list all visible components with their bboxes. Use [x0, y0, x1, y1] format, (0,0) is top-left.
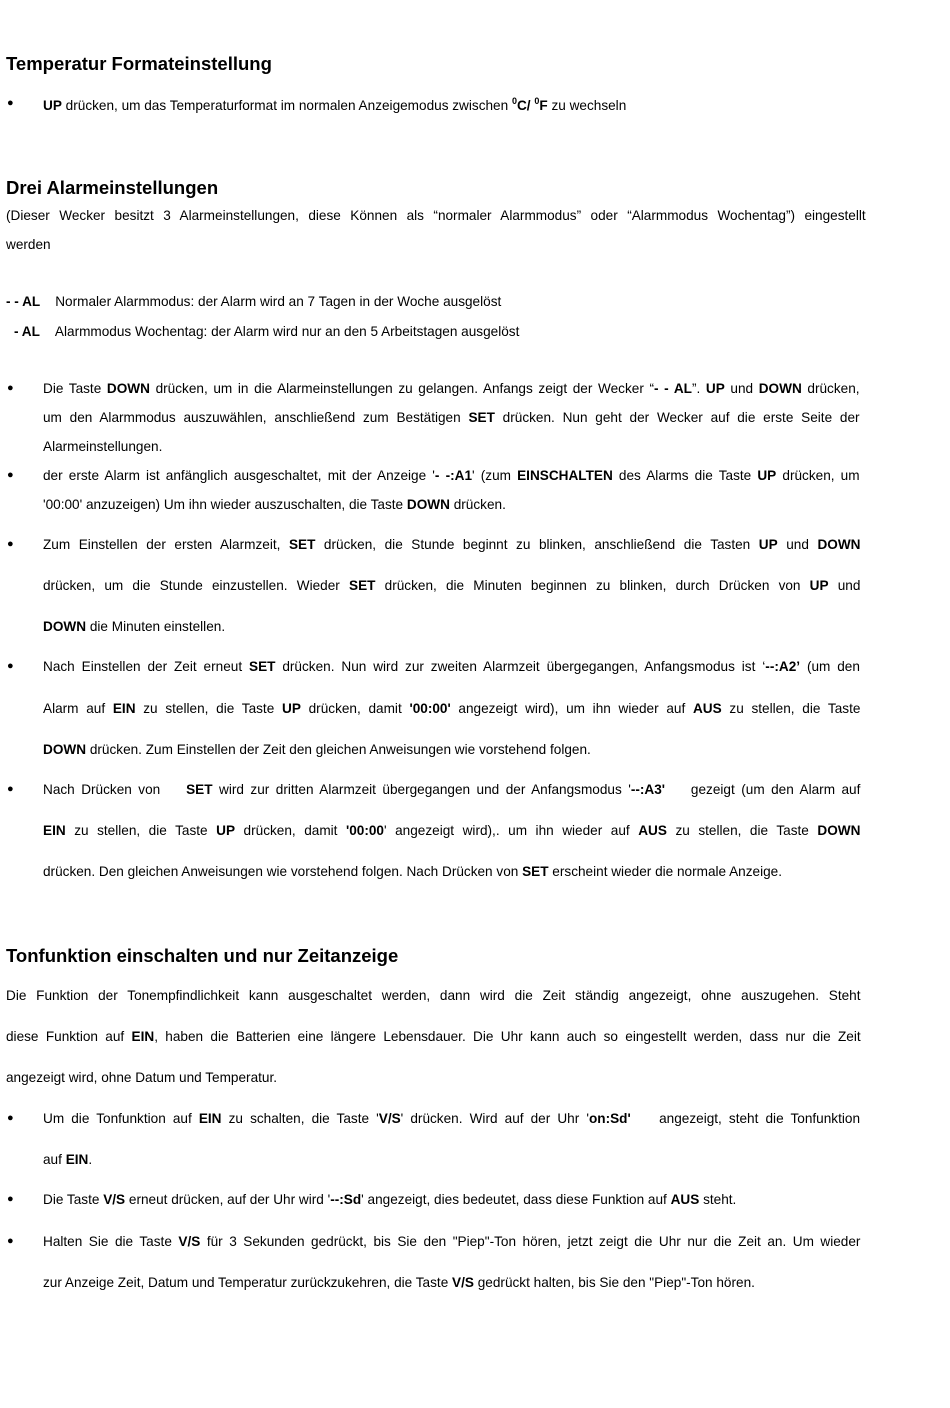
alarm-mode-normal: - - AL Normaler Alarmmodus: der Alarm wird an 7 Tagen in der Woche ausgelöst: [6, 294, 502, 309]
alarm-p3-line2: drücken, um die Stunde einzustellen. Wieder SET drücken, die Minuten beginnen zu blinken, durch Drücken von UP und: [43, 578, 861, 593]
alarm-p3-line3: DOWN die Minuten einstellen.: [43, 619, 226, 634]
bullet-dot: ●: [7, 382, 14, 394]
alarm-p2-line1: der erste Alarm ist anfänglich ausgeschaltet, mit der Anzeige '- -:A1' (zum EINSCHALTEN des Alarms die Taste UP drücken, um: [43, 468, 860, 483]
sound-p2-line1: Die Taste V/S erneut drücken, auf der Uhr wird '--:Sd' angezeigt, dies bedeutet, dass diese Funktion auf AUS steht.: [43, 1192, 737, 1207]
paragraph-temperature-format: UP drücken, um das Temperaturformat im normalen Anzeigemodus zwischen $^0$C/ $^0$F zu wechseln: [43, 96, 627, 113]
alarm-p1-line1: Die Taste DOWN drücken, um in die Alarmeinstellungen zu gelangen. Anfangs zeigt der Wecker “- - AL”. UP und DOWN drücken,: [43, 381, 860, 396]
alarm-intro-line2: werden: [6, 237, 51, 252]
alarm-p4-line1: Nach Einstellen der Zeit erneut SET drücken. Nun wird zur zweiten Alarmzeit übergegangen, Anfangsmodus ist ‘--:A2’ (um den: [43, 659, 860, 674]
alarm-p3-line1: Zum Einstellen der ersten Alarmzeit, SET drücken, die Stunde beginnt zu blinken, anschließend die Tasten UP und DOWN: [43, 537, 861, 552]
alarm-p4-line3: DOWN drücken. Zum Einstellen der Zeit den gleichen Anweisungen wie vorstehend folgen.: [43, 742, 591, 757]
alarm-p1-line3: Alarmeinstellungen.: [43, 439, 163, 454]
bullet-dot: ●: [7, 469, 14, 481]
sound-p1-line2: auf EIN.: [43, 1152, 93, 1167]
section-title-sound: Tonfunktion einschalten und nur Zeitanzeige: [6, 945, 399, 966]
alarm-p1-line2: um den Alarmmodus auszuwählen, anschließend zum Bestätigen SET drücken. Nun geht der Wecker auf die erste Seite der: [43, 410, 860, 425]
section-title-temperature: Temperatur Formateinstellung: [6, 53, 272, 74]
bullet-dot: ●: [7, 538, 14, 550]
bullet-dot: ●: [7, 783, 14, 795]
alarm-intro-line1: (Dieser Wecker besitzt 3 Alarmeinstellungen, diese Können als “normaler Alarmmodus” oder “Alarmmodus Wochentag”) eingestellt: [6, 208, 866, 223]
alarm-p5-line3: drücken. Den gleichen Anweisungen wie vorstehend folgen. Nach Drücken von SET erscheint wieder die normale Anzeige.: [43, 864, 783, 879]
bullet-dot: ●: [7, 1112, 14, 1124]
alarm-p2-line2: '00:00' anzuzeigen) Um ihn wieder auszuschalten, die Taste DOWN drücken.: [43, 497, 506, 512]
alarm-mode-weekday: - AL Alarmmodus Wochentag: der Alarm wird nur an den 5 Arbeitstagen ausgelöst: [14, 324, 520, 339]
section-title-alarms: Drei Alarmeinstellungen: [6, 177, 219, 198]
bullet-dot: ●: [7, 660, 14, 672]
alarm-p4-line2: Alarm auf EIN zu stellen, die Taste UP drücken, damit '00:00' angezeigt wird), um ihn wieder auf AUS zu stellen, die Taste: [43, 701, 861, 716]
bullet-dot: ●: [7, 97, 14, 109]
bullet-dot: ●: [7, 1193, 14, 1205]
bullet-dot: ●: [7, 1235, 14, 1247]
alarm-p5-line1: Nach Drücken von SET wird zur dritten Alarmzeit übergegangen und der Anfangsmodus '--:A3' gezeigt (um den Alarm auf: [43, 782, 861, 797]
sound-p3-line1: Halten Sie die Taste V/S für 3 Sekunden gedrückt, bis Sie den "Piep"-Ton hören, jetzt zeigt die Uhr nur die Zeit an. Um wieder: [43, 1234, 861, 1249]
sound-p1-line1: Um die Tonfunktion auf EIN zu schalten, die Taste 'V/S' drücken. Wird auf der Uhr 'on:Sd' angezeigt, steht die Tonfunktion: [43, 1111, 861, 1126]
alarm-p5-line2: EIN zu stellen, die Taste UP drücken, damit '00:00' angezeigt wird),. um ihn wieder auf AUS zu stellen, die Taste DOWN: [43, 823, 861, 838]
sound-intro-line3: angezeigt wird, ohne Datum und Temperatur.: [6, 1070, 278, 1085]
sound-intro-line2: diese Funktion auf EIN, haben die Batterien eine längere Lebensdauer. Die Uhr kann auch so eingestellt werden, dass nur die Zeit: [6, 1029, 861, 1044]
sound-intro-line1: Die Funktion der Tonempfindlichkeit kann ausgeschaltet werden, dann wird die Zeit ständig angezeigt, ohne auszugehen. Steht: [6, 988, 861, 1003]
sound-p3-line2: zur Anzeige Zeit, Datum und Temperatur zurückzukehren, die Taste V/S gedrückt halten, bis Sie den "Piep"-Ton hören.: [43, 1275, 755, 1290]
